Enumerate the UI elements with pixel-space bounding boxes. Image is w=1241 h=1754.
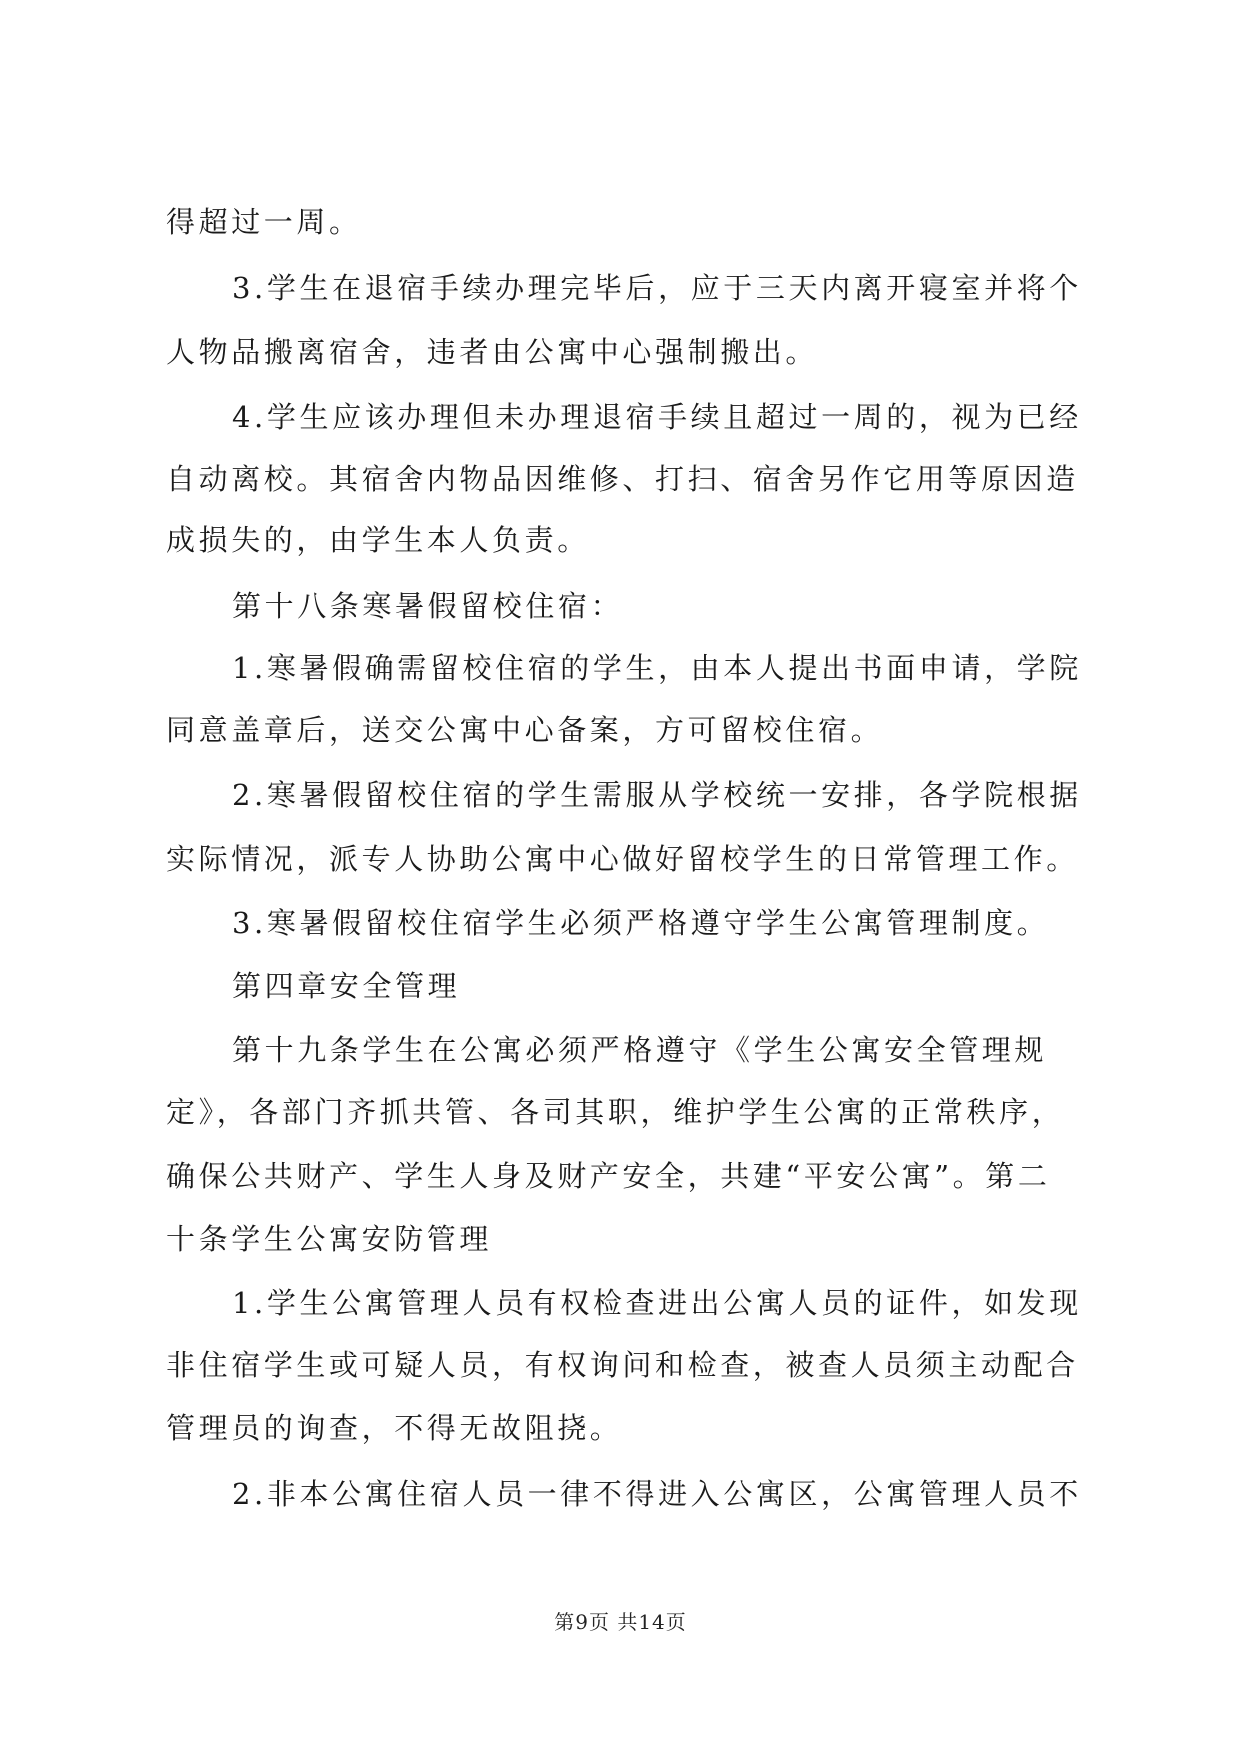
chapter-heading: 第四章安全管理 bbox=[232, 969, 461, 1003]
text-line: 十条学生公寓安防管理 bbox=[166, 1222, 493, 1256]
text-line: 人物品搬离宿舍，违者由公寓中心强制搬出。 bbox=[166, 335, 819, 369]
section-heading: 第十八条寒暑假留校住宿： bbox=[232, 589, 624, 623]
text-line: 确保公共财产、学生人身及财产安全，共建“平安公寓”。第二 bbox=[166, 1159, 1051, 1193]
text-line: 4.学生应该办理但未办理退宿手续且超过一周的，视为已经 bbox=[232, 400, 1082, 434]
text-line: 成损失的，由学生本人负责。 bbox=[166, 523, 590, 557]
text-line: 定》，各部门齐抓共管、各司其职，维护学生公寓的正常秩序， bbox=[166, 1095, 1065, 1129]
text-line: 非住宿学生或可疑人员，有权询问和检查，被查人员须主动配合 bbox=[166, 1348, 1079, 1382]
text-line: 自动离校。其宿舍内物品因维修、打扫、宿舍另作它用等原因造 bbox=[166, 462, 1079, 496]
text-line: 第十九条学生在公寓必须严格遵守《学生公寓安全管理规 bbox=[232, 1033, 1048, 1067]
text-line: 3.寒暑假留校住宿学生必须严格遵守学生公寓管理制度。 bbox=[232, 906, 1050, 940]
text-line: 1.学生公寓管理人员有权检查进出公寓人员的证件，如发现 bbox=[232, 1286, 1082, 1320]
page-number-footer: 第9页 共14页 bbox=[554, 1610, 687, 1634]
text-line: 同意盖章后，送交公寓中心备案，方可留校住宿。 bbox=[166, 713, 884, 747]
text-line: 实际情况，派专人协助公寓中心做好留校学生的日常管理工作。 bbox=[166, 842, 1079, 876]
text-line: 1.寒暑假确需留校住宿的学生，由本人提出书面申请，学院 bbox=[232, 651, 1082, 685]
text-line: 2.非本公寓住宿人员一律不得进入公寓区，公寓管理人员不 bbox=[232, 1477, 1082, 1511]
text-line: 管理员的询查，不得无故阻挠。 bbox=[166, 1411, 623, 1445]
text-line: 2.寒暑假留校住宿的学生需服从学校统一安排，各学院根据 bbox=[232, 778, 1082, 812]
text-line: 3.学生在退宿手续办理完毕后，应于三天内离开寝室并将个 bbox=[232, 271, 1082, 305]
text-line: 得超过一周。 bbox=[166, 205, 362, 239]
